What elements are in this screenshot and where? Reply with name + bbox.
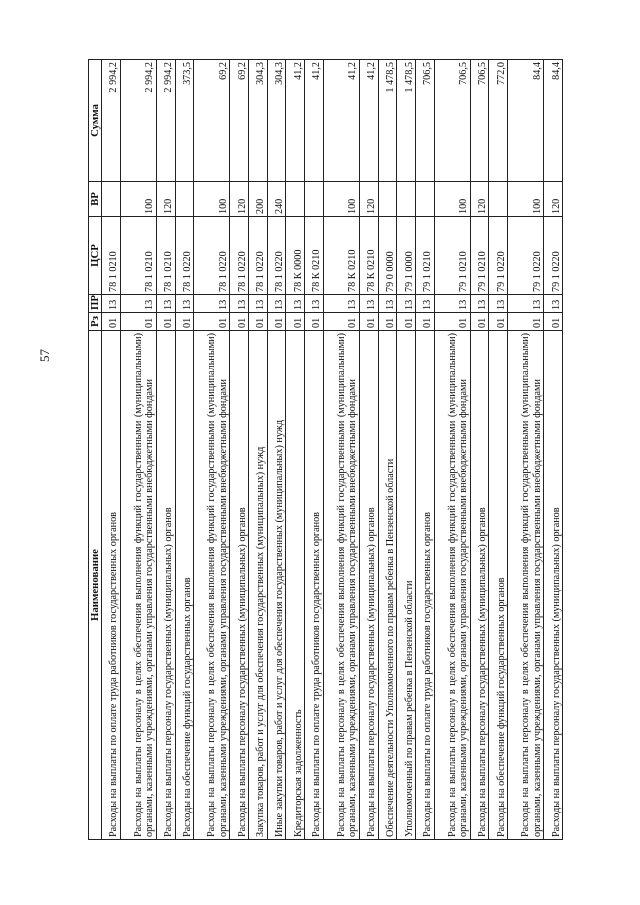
cell-vr: 100 xyxy=(434,182,470,217)
cell-pr: 13 xyxy=(305,295,324,313)
cell-name: Закупка товаров, работ и услуг для обеспечения государственных (муниципальных) нужд xyxy=(248,331,267,840)
cell-name: Расходы на выплаты персоналу в целях обеспечения выполнения функций государственными (муниципальными) органами, казенными учреждениями, органами управления государственными внебюджетными фондами xyxy=(120,331,156,840)
table-row xyxy=(175,60,194,840)
cell-sum: 2 994,2 xyxy=(156,60,175,182)
cell-name: Расходы на выплаты персоналу государственных (муниципальных) органов xyxy=(544,331,563,840)
cell-rz: 01 xyxy=(194,313,230,331)
cell-sum: 706,5 xyxy=(434,60,470,182)
cell-rz: 01 xyxy=(120,313,156,331)
cell-name: Уполномоченный по правам ребенка в Пензенской области xyxy=(397,331,416,840)
table-row xyxy=(434,60,470,840)
cell-pr: 13 xyxy=(416,295,435,313)
table-row xyxy=(194,60,230,840)
cell-pr: 13 xyxy=(194,295,230,313)
cell-pr: 13 xyxy=(230,295,249,313)
cell-vr: 120 xyxy=(359,182,378,217)
column-header-pr: ПР xyxy=(89,295,102,313)
cell-pr: 13 xyxy=(434,295,470,313)
cell-pr: 13 xyxy=(175,295,194,313)
page-number: 57 xyxy=(37,349,52,362)
cell-pr: 13 xyxy=(267,295,286,313)
cell-pr: 13 xyxy=(489,295,508,313)
cell-pr: 13 xyxy=(323,295,359,313)
cell-name: Расходы на выплаты персоналу государственных (муниципальных) органов xyxy=(359,331,378,840)
cell-name: Расходы на выплаты персоналу в целях обеспечения выполнения функций государственными (муниципальными) органами, казенными учреждениями, органами управления государственными внебюджетными фондами xyxy=(194,331,230,840)
cell-pr: 13 xyxy=(120,295,156,313)
cell-vr xyxy=(416,182,435,217)
cell-name: Расходы на выплаты по оплате труда работников государственных органов xyxy=(416,331,435,840)
table-row xyxy=(267,60,286,840)
cell-sum: 1 478,5 xyxy=(378,60,397,182)
cell-rz: 01 xyxy=(305,313,324,331)
column-header-csr: ЦСР xyxy=(89,217,102,295)
cell-rz: 01 xyxy=(102,313,121,331)
table-row xyxy=(230,60,249,840)
cell-name: Расходы на выплаты персоналу государственных (муниципальных) органов xyxy=(470,331,489,840)
cell-rz: 01 xyxy=(434,313,470,331)
cell-pr: 13 xyxy=(286,295,305,313)
cell-sum: 84,4 xyxy=(544,60,563,182)
cell-csr: 78 1 0220 xyxy=(230,217,249,295)
cell-sum: 2 994,2 xyxy=(120,60,156,182)
cell-name: Иные закупки товаров, работ и услуг для обеспечения государственных (муниципальных) нужд xyxy=(267,331,286,840)
column-header-sum: Сумма xyxy=(89,60,102,182)
table-row xyxy=(248,60,267,840)
cell-sum: 772,0 xyxy=(489,60,508,182)
table-row xyxy=(359,60,378,840)
cell-vr: 100 xyxy=(120,182,156,217)
cell-pr: 13 xyxy=(397,295,416,313)
cell-rz: 01 xyxy=(175,313,194,331)
cell-name: Расходы на выплаты персоналу государственных (муниципальных) органов xyxy=(156,331,175,840)
column-header-vr: ВР xyxy=(89,182,102,217)
cell-vr xyxy=(102,182,121,217)
cell-rz: 01 xyxy=(248,313,267,331)
cell-csr: 79 0 0000 xyxy=(378,217,397,295)
table-row xyxy=(489,60,508,840)
cell-vr xyxy=(489,182,508,217)
cell-csr: 79 1 0000 xyxy=(397,217,416,295)
cell-csr: 78 1 0220 xyxy=(267,217,286,295)
cell-name: Расходы на выплаты персоналу в целях обеспечения выполнения функций государственными (муниципальными) органами, казенными учреждениями, органами управления государственными внебюджетными фондами xyxy=(508,331,544,840)
cell-sum: 41,2 xyxy=(359,60,378,182)
table-body xyxy=(102,60,563,840)
cell-rz: 01 xyxy=(267,313,286,331)
column-header-name: Наименование xyxy=(89,331,102,840)
cell-rz: 01 xyxy=(544,313,563,331)
cell-sum: 2 994,2 xyxy=(102,60,121,182)
cell-sum: 1 478,5 xyxy=(397,60,416,182)
cell-rz: 01 xyxy=(156,313,175,331)
cell-csr: 78 К 0210 xyxy=(359,217,378,295)
cell-sum: 41,2 xyxy=(305,60,324,182)
cell-rz: 01 xyxy=(470,313,489,331)
cell-vr: 200 xyxy=(248,182,267,217)
cell-pr: 13 xyxy=(102,295,121,313)
cell-vr: 100 xyxy=(508,182,544,217)
cell-rz: 01 xyxy=(397,313,416,331)
cell-sum: 84,4 xyxy=(508,60,544,182)
table-row xyxy=(305,60,324,840)
cell-csr: 78 1 0210 xyxy=(102,217,121,295)
cell-csr: 79 1 0220 xyxy=(489,217,508,295)
cell-csr: 78 1 0220 xyxy=(194,217,230,295)
cell-pr: 13 xyxy=(470,295,489,313)
cell-vr: 100 xyxy=(194,182,230,217)
cell-csr: 79 1 0210 xyxy=(470,217,489,295)
cell-vr: 120 xyxy=(156,182,175,217)
rotated-page-content xyxy=(88,60,563,840)
cell-name: Обеспечение деятельности Уполномоченного по правам ребенка в Пензенской области xyxy=(378,331,397,840)
cell-csr: 78 1 0220 xyxy=(175,217,194,295)
cell-name: Кредиторская задолженность xyxy=(286,331,305,840)
cell-csr: 78 К 0210 xyxy=(323,217,359,295)
cell-csr: 79 1 0220 xyxy=(544,217,563,295)
cell-sum: 706,5 xyxy=(470,60,489,182)
cell-name: Расходы на выплаты персоналу в целях обеспечения выполнения функций государственными (муниципальными) органами, казенными учреждениями, органами управления государственными внебюджетными фондами xyxy=(323,331,359,840)
cell-sum: 304,3 xyxy=(248,60,267,182)
cell-pr: 13 xyxy=(508,295,544,313)
table-row xyxy=(156,60,175,840)
cell-sum: 41,2 xyxy=(286,60,305,182)
cell-rz: 01 xyxy=(230,313,249,331)
cell-pr: 13 xyxy=(156,295,175,313)
cell-csr: 79 1 0210 xyxy=(434,217,470,295)
table-header-row xyxy=(89,60,102,840)
cell-vr: 120 xyxy=(544,182,563,217)
table-row xyxy=(470,60,489,840)
cell-rz: 01 xyxy=(508,313,544,331)
cell-rz: 01 xyxy=(359,313,378,331)
cell-name: Расходы на обеспечение функций государственных органов xyxy=(175,331,194,840)
table-row xyxy=(120,60,156,840)
table-row xyxy=(323,60,359,840)
cell-vr xyxy=(175,182,194,217)
cell-csr: 79 1 0210 xyxy=(416,217,435,295)
table-row xyxy=(286,60,305,840)
cell-csr: 79 1 0220 xyxy=(508,217,544,295)
cell-name: Расходы на обеспечение функций государственных органов xyxy=(489,331,508,840)
table-row xyxy=(508,60,544,840)
cell-vr: 120 xyxy=(470,182,489,217)
budget-table xyxy=(88,59,563,840)
cell-name: Расходы на выплаты по оплате труда работников государственных органов xyxy=(102,331,121,840)
cell-name: Расходы на выплаты персоналу государственных (муниципальных) органов xyxy=(230,331,249,840)
table-row xyxy=(397,60,416,840)
cell-pr: 13 xyxy=(544,295,563,313)
cell-sum: 706,5 xyxy=(416,60,435,182)
cell-sum: 304,3 xyxy=(267,60,286,182)
cell-csr: 78 К 0210 xyxy=(305,217,324,295)
table-row xyxy=(416,60,435,840)
cell-rz: 01 xyxy=(323,313,359,331)
cell-name: Расходы на выплаты персоналу в целях обеспечения выполнения функций государственными (муниципальными) органами, казенными учреждениями, органами управления государственными внебюджетными фондами xyxy=(434,331,470,840)
table-row xyxy=(102,60,121,840)
cell-sum: 69,2 xyxy=(230,60,249,182)
table-row xyxy=(544,60,563,840)
cell-vr xyxy=(286,182,305,217)
cell-vr: 120 xyxy=(230,182,249,217)
cell-csr: 78 К 0000 xyxy=(286,217,305,295)
cell-rz: 01 xyxy=(489,313,508,331)
cell-sum: 69,2 xyxy=(194,60,230,182)
table-row xyxy=(378,60,397,840)
cell-vr: 240 xyxy=(267,182,286,217)
cell-vr xyxy=(305,182,324,217)
cell-pr: 13 xyxy=(248,295,267,313)
cell-vr xyxy=(397,182,416,217)
cell-pr: 13 xyxy=(378,295,397,313)
cell-csr: 78 1 0210 xyxy=(156,217,175,295)
cell-rz: 01 xyxy=(416,313,435,331)
cell-sum: 41,2 xyxy=(323,60,359,182)
cell-sum: 373,5 xyxy=(175,60,194,182)
cell-rz: 01 xyxy=(286,313,305,331)
cell-pr: 13 xyxy=(359,295,378,313)
cell-name: Расходы на выплаты по оплате труда работников государственных органов xyxy=(305,331,324,840)
cell-csr: 78 1 0210 xyxy=(120,217,156,295)
cell-rz: 01 xyxy=(378,313,397,331)
cell-csr: 78 1 0220 xyxy=(248,217,267,295)
cell-vr: 100 xyxy=(323,182,359,217)
cell-vr xyxy=(378,182,397,217)
column-header-rz: Рз xyxy=(89,313,102,331)
